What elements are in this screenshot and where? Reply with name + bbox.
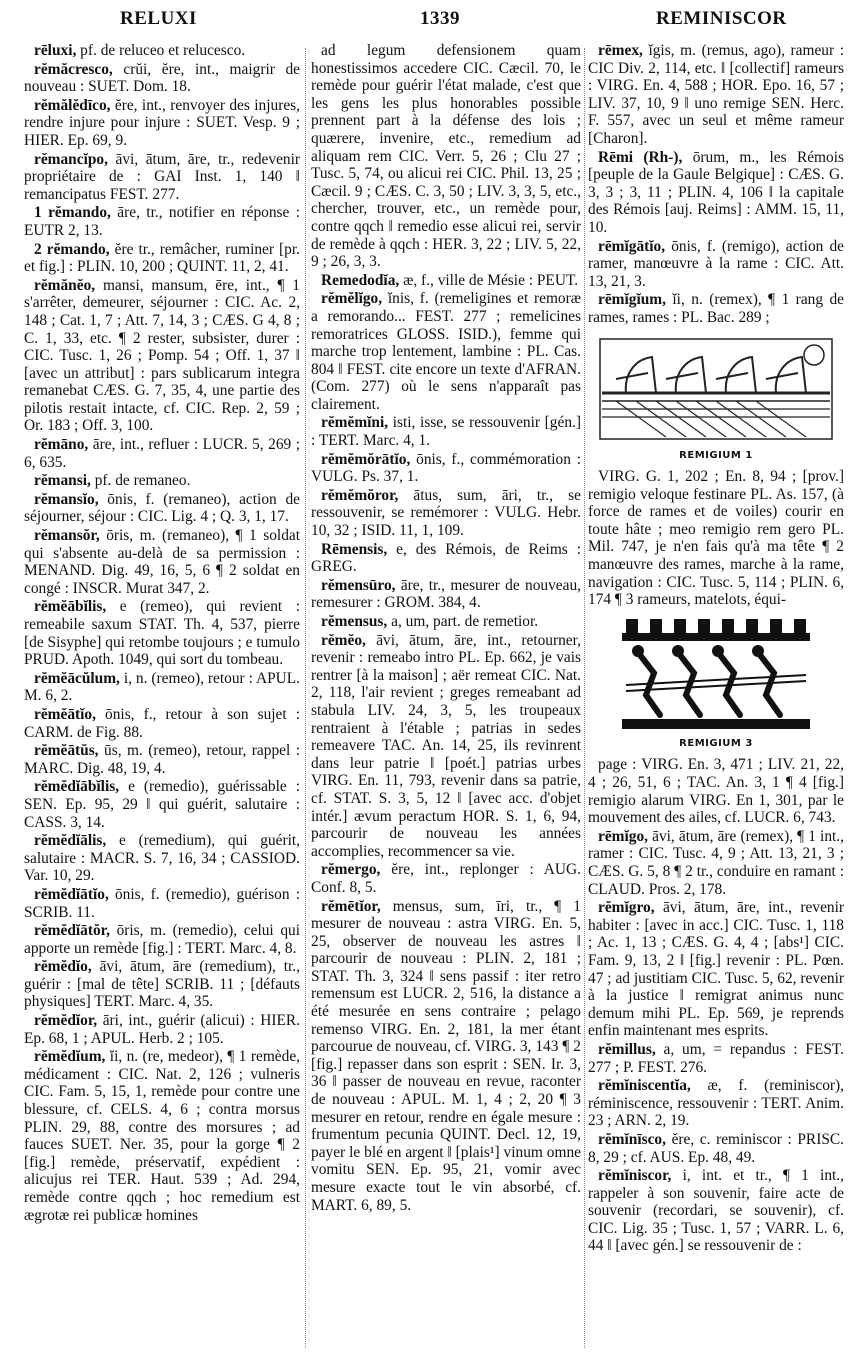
dictionary-entry (311, 487, 581, 540)
entry-text: ĕre, int., renvoyer des injures, rendre injure pour injure : SUET. Vesp. 9 ; HIER. Ep. 69, 9. (24, 96, 300, 149)
dictionary-entry (311, 42, 581, 271)
entry-headword: rĕmĕdĭor, (34, 1012, 98, 1030)
column-1 (24, 42, 300, 1354)
entry-text: ĕre, int., replonger : AUG. Conf. 8, 5. (311, 861, 581, 896)
entry-text: āvi, ātum, āre (remex), ¶ 1 int., ramer : CIC. Tusc. 4, 9 ; Att. 13, 21, 3 ; CÆS. G. 5, 8 ¶ 2 tr., conduire en ramant : CLAUD. Pros. 2, 178. (588, 827, 844, 898)
entry-headword: rĕmĭniscor, (598, 1167, 672, 1185)
entry-headword: rĕmĕābĭlis, (34, 598, 107, 616)
entry-headword: Remedodĭa, (321, 271, 400, 289)
dictionary-entry (588, 1041, 844, 1076)
entry-text: āvi, ātum, āre, tr., redevenir propriétaire de : GAI Inst. 1, 140 ‖ remancipatus FEST. 277. (24, 150, 300, 203)
entry-text: pf. de remaneo. (90, 472, 191, 490)
entry-text: e (remedium), qui guérit, salutaire : MACR. S. 7, 16, 34 ; CASSIOD. Var. 10, 29. (24, 832, 300, 885)
rowers-relief-illustration (616, 615, 816, 733)
entry-text: ōnis, f. (remigo), action de ramer, manœuvre à la rame : CIC. Att. 13, 21, 3. (588, 237, 844, 290)
entry-text: āvi, ātum, āre, int., revenir habiter : [avec in acc.] CIC. Tusc. 1, 118 ; Ac. 1, 13 ; CÆS. G. 4, 4 ; [abs¹] CIC. Fam. 9, 13, 2 ‖ [fig.] revenir : PL. Pœn. 47 ; ad justitiam CIC. Tusc. 5, 62, revenir à la justice ‖ remigrat animus nunc demum mihi PL. Ep. 569, je reprends enfin maintenant mes esprits. (588, 899, 844, 1040)
entry-headword: rĕmĕdĭābĭlis, (34, 778, 120, 796)
entry-text: ōnis, f., commémoration : VULG. Ps. 37, 1. (311, 450, 581, 486)
entry-headword: rēmĭgĭum, (598, 291, 666, 309)
entry-text: i, n. (remeo), retour : APUL. M. 6, 2. (24, 669, 300, 705)
dictionary-entry (24, 42, 300, 60)
entry-text: ōnis, f. (remedio), guérison : SCRIB. 11. (24, 885, 300, 921)
column-divider (305, 48, 307, 1348)
entry-headword: rĕmāno, (34, 436, 89, 454)
entry-headword: rĕmĕlĭgo, (321, 290, 383, 308)
dictionary-entry (24, 1048, 300, 1224)
figure-remigium-3 (588, 615, 844, 753)
entry-headword: rĕmĕācŭlum, (34, 669, 120, 687)
dictionary-entry (24, 241, 300, 276)
dictionary-entry (588, 1167, 844, 1255)
entry-text: a, um, = repandus : FEST. 277 ; P. FEST. 276. (588, 1040, 844, 1076)
dictionary-entry (311, 414, 581, 449)
entry-headword: rĕmĭnīsco, (598, 1130, 666, 1148)
dictionary-entry (24, 832, 300, 885)
entry-headword: rĕmĕdĭātŏr, (34, 922, 110, 940)
entry-headword: rĕmensūro, (321, 576, 396, 594)
dictionary-entry (24, 778, 300, 831)
entry-headword: rĕmăcresco, (34, 60, 113, 78)
entry-headword: rĕmĕmŏror, (321, 486, 399, 504)
column-divider (584, 48, 586, 1348)
left-running-head: RELUXI (120, 8, 197, 29)
entry-text: ōris, m. (remaneo), ¶ 1 soldat qui s'absente au-delà de sa permission : MENAND. Dig. 49, 16, 5, 6 ¶ 2 soldat en congé : INSCR. Murat 347, 2. (24, 527, 300, 597)
entry-headword: rĕmĕdĭo, (34, 958, 92, 976)
entry-headword: rĕmansi, (34, 472, 91, 490)
entry-headword: rĕmētĭor, (321, 897, 381, 915)
dictionary-entry (24, 922, 300, 957)
entry-text: ōris, m. (remedio), celui qui apporte un remède [fig.] : TERT. Marc. 4, 8. (24, 922, 300, 957)
entry-headword: rēmĭgātĭo, (598, 237, 666, 255)
dictionary-entry (24, 706, 300, 741)
entry-text: e, des Rémois, de Reims : GREG. (311, 540, 581, 576)
entry-headword: rĕmălĕdīco, (34, 96, 111, 114)
entry-text: page : VIRG. En. 3, 471 ; LIV. 21, 22, 4 ; 26, 51, 6 ; TAC. An. 3, 1 ¶ 4 [fig.] remigio alarum VIRG. En 1, 301, par le mouvement des ailes, cf. LUCR. 6, 743. (588, 756, 844, 827)
entry-text: a, um, part. de remetior. (387, 613, 539, 630)
dictionary-entry (588, 899, 844, 1040)
entry-headword: rēluxi, (34, 42, 77, 59)
entry-headword: rĕmansĭo, (34, 490, 99, 508)
figure-caption: REMIGIUM 3 (679, 737, 753, 749)
entry-headword: rĕmănĕo, (34, 276, 96, 294)
dictionary-entry (311, 861, 581, 896)
entry-headword: rĕmĕātŭs, (34, 742, 99, 760)
entry-text: e (remedio), guérissable : SEN. Ep. 95, 29 ‖ qui guérit, salutaire : CASS. 3, 14. (24, 778, 300, 831)
dictionary-entry (311, 541, 581, 576)
entry-text: ūs, m. (remeo), retour, rappel : MARC. Dig. 48, 19, 4. (24, 742, 300, 777)
entry-text: āri, int., guérir (alicui) : HIER. Ep. 68, 1 ; APUL. Herb. 2 ; 105. (24, 1012, 300, 1047)
dictionary-entry (311, 290, 581, 413)
entry-headword: rĕmensus, (321, 613, 388, 630)
dictionary-entry (588, 238, 844, 291)
dictionary-entry (311, 898, 581, 1215)
dictionary-entry (24, 886, 300, 921)
dictionary-entry (24, 527, 300, 597)
dictionary-entry (588, 291, 844, 326)
entry-text: pf. de reluceo et relucesco. (76, 42, 246, 59)
entry-headword: rĕmĕātĭo, (34, 705, 96, 723)
dictionary-entry (311, 613, 581, 631)
entry-headword: rĕmĕo, (321, 631, 366, 649)
entry-text: ĭi, n. (remex), ¶ 1 rang de rames, rames : PL. Bac. 289 ; (588, 291, 844, 326)
entry-headword: rĕmĕdĭum, (34, 1048, 106, 1066)
dictionary-entry (24, 151, 300, 204)
dictionary-entry (24, 491, 300, 526)
entry-headword: rĕmansŏr, (34, 527, 100, 545)
dictionary-entry (588, 149, 844, 237)
entry-headword: rēmĭgo, (598, 827, 648, 845)
dictionary-entry (588, 1131, 844, 1166)
entry-text: āre, tr., mesurer de nouveau, remesurer : GROM. 384, 4. (311, 576, 581, 612)
dictionary-entry (24, 1012, 300, 1047)
dictionary-entry (311, 451, 581, 486)
column-3 (588, 42, 844, 1354)
entry-text: VIRG. G. 1, 202 ; En. 8, 94 ; [prov.] remigio veloque festinare PL. As. 157, (à force de rames et de voiles) courir en toute hâte ; meo remigio rem gero PL. Mil. 747, je n'en fais qu'à ma tête ¶ 2 manœuvre des rames, marche à la rame, navigation : CIC. Tusc. 5, 114 ; PLIN. 6, 174 ¶ 3 rameurs, matelots, équi- (588, 468, 844, 609)
page-number: 1339 (420, 8, 460, 29)
entry-headword: rĕmĕdĭātĭo, (34, 885, 109, 903)
entry-text: āvi, ātum, āre (remedium), tr., guérir : [mal de tête] SCRIB. 11 ; [défauts physiques] TERT. Marc. 4, 35. (24, 958, 300, 1011)
entry-headword: rĕmĭgro, (598, 899, 655, 917)
entry-headword: 1 rĕmando, (34, 204, 111, 222)
dictionary-entry (24, 472, 300, 490)
entry-text: crŭi, ĕre, int., maigrir de nouveau : SUET. Dom. 18. (24, 60, 300, 96)
entry-headword: 2 rĕmando, (34, 240, 110, 258)
entry-headword: rĕmĭniscentĭa, (598, 1077, 691, 1095)
column-2 (311, 42, 581, 1354)
entry-headword: rĕmĕdĭālis, (34, 832, 107, 850)
entry-text: ĕre tr., remâcher, ruminer [pr. et fig.] : PLIN. 10, 200 ; QUINT. 11, 2, 41. (24, 240, 300, 276)
entry-text: mansi, mansum, ēre, int., ¶ 1 s'arrêter, demeurer, séjourner : CIC. Ac. 2, 148 ; Cat. 1, 7 ; Att. 7, 14, 3 ; CÆS. G 4, 8 ; C. 1, 33, etc. ¶ 2 rester, subsister, durer : CIC. Tusc. 1, 26 ; Pomp. 54 ; Off. 1, 37 ‖ [avec un attribut] : pars sublicarum integra remanebat CÆS. G. 7, 35, 4, une partie des pilotis restait intacte, cf. CIC. Rep. 2, 59 ; Or. 183 ; Off. 3, 100. (24, 276, 300, 435)
entry-headword: rēmex, (598, 42, 643, 59)
dictionary-entry (311, 577, 581, 612)
entry-text: ōrum, m., les Rémois [peuple de la Gaule Belgique] : CÆS. G. 3, 3 ; 3, 11 ; PLIN. 4, 106 ‖ la capitale des Rémois [auj. Reims] : AMM. 15, 11, 10. (588, 148, 844, 236)
entry-text: āre, tr., notifier en réponse : EUTR 2, 13. (24, 204, 300, 239)
entry-text: æ, f., ville de Mésie : PEUT. (399, 271, 579, 289)
figure-caption: REMIGIUM 1 (679, 449, 753, 461)
entry-headword: rĕmĕmŏrātĭo, (321, 450, 411, 468)
entry-text: ĕre, c. reminiscor : PRISC. 8, 29 ; cf. AUS. Ep. 48, 49. (588, 1130, 844, 1166)
dictionary-entry (311, 632, 581, 861)
entry-text: ātus, sum, āri, tr., se ressouvenir, se remémorer : VULG. Hebr. 10, 32 ; ISID. 11, 1, 109. (311, 486, 581, 540)
entry-headword: Rēmensis, (321, 540, 388, 558)
entry-text: e (remeo), qui revient : remeabile saxum STAT. Th. 4, 537, pierre [de Sisyphe] qui retombe toujours ; e tumulo PRUD. Apoth. 1049, qui sort du tombeau. (24, 598, 300, 669)
dictionary-entry (24, 958, 300, 1011)
dictionary-entry (24, 97, 300, 150)
entry-text: æ, f. (reminiscor), réminiscence, ressouvenir : TERT. Anim. 23 ; ARN. 2, 19. (588, 1077, 844, 1130)
galley-rowers-illustration (596, 333, 836, 445)
entry-headword: rĕmancĭpo, (34, 150, 108, 168)
entry-text: i, int. et tr., ¶ 1 int., rappeler à son souvenir, faire acte de souvenir (recordari, se souvenir), cf. CIC. Lig. 35 ; Tusc. 1, 57 ; VARR. L. 6, 44 ‖ [avec gén.] se ressouvenir de : (588, 1167, 844, 1255)
dictionary-entry (24, 742, 300, 777)
dictionary-entry (24, 436, 300, 471)
dictionary-entry (311, 272, 581, 290)
dictionary-entry (588, 42, 844, 148)
entry-headword: rĕmergo, (321, 861, 381, 879)
dictionary-entry (24, 61, 300, 96)
figure-remigium-1 (588, 333, 844, 465)
entry-headword: Rēmi (Rh-), (598, 148, 683, 166)
entry-text: mensus, sum, īri, tr., ¶ 1 mesurer de nouveau : astra VIRG. En. 5, 25, observer de nouveau les astres ‖ parcourir de nouveau : PLIN. 2, 181 ; STAT. Th. 3, 324 ‖ sens passif : iter retro remensum est LUCR. 2, 516, la distance a été mesurée en sens contraire ; pelago remenso VIRG. En. 2, 181, la mer étant parcourue de nouveau, cf. VIRG. 3, 143 ¶ 2 [fig.] repasser dans son esprit : SEN. Ir. 3, 36 ‖ passer de nouveau en revue, raconter de nouveau : APUL. M. 1, 4 ; 2, 20 ¶ 3 mesurer en retour, rendre en égale mesure : frumentum pecunia QUINT. Decl. 12, 19, payer le blé en argent ‖ [plais¹] vinum omne vomitu SEN. Ep. 95, 21, vomir avec mesure exacte tout le vin absorbé, cf. MART. 6, 89, 5. (311, 897, 581, 1214)
entry-text: ōnis, f. (remaneo), action de séjourner, séjour : CIC. Lig. 4 ; Q. 3, 1, 17. (24, 490, 300, 526)
entry-text: āvi, ātum, āre, int., retourner, revenir : remeabo intro PL. Ep. 662, je vais rentrer [à la maison] ; aër remeat CIC. Nat. 2, 118, l'air revient ; greges remeabant ad stabula LIV. 24, 3, 5, les troupeaux rentraient à l'étable ; patrias in sedes remeavere TAC. An. 14, 25, ils revinrent dans leur patrie ‖ [poét.] patrias urbes VIRG. En. 11, 793, revenir dans sa patrie, cf. STAT. S. 3, 5, 12 ‖ [avec acc. d'objet intér.] ævum peractum HOR. S. 1, 6, 94, parcourir de nouveau les années accomplies, recommencer sa vie. (311, 631, 581, 860)
entry-text: ĭgis, m. (remus, ago), rameur : CIC Div. 2, 114, etc. ‖ [collectif] rameurs : VIRG. En. 4, 588 ; HOR. Epo. 16, 57 ; LIV. 37, 10, 9 ‖ uno remige SEN. Herc. F. 557, avec un seul et même rameur [Charon]. (588, 42, 844, 147)
right-running-head: REMINISCOR (656, 8, 787, 29)
entry-text: ad legum defensionem quam honestissimos accedere CIC. Cæcil. 70, le remède pour guérir l'état malade, c'est que les gens les plus honorables possible prennent part à la défense des lois ; quærere, invenire, etc., remedium ad aliquam rem CIC. Verr. 5, 26 ; Clu 27 ; Tusc. 5, 74, ou alicui rei CIC. Phil. 13, 25 ; Cæcil. 9 ; CÆS. C. 3, 50 ; LIV. 3, 3, 5, etc., chercher, trouver, etc., un remède pour, contre qqch ‖ remedio esse alicui rei, servir de remède à qqch : HER. 3, 22 ; LIV. 5, 22, 9 ; 26, 3, 3. (311, 42, 581, 271)
dictionary-entry (588, 756, 844, 826)
entry-text: ōnis, f., retour à son sujet : CARM. de Fig. 88. (24, 705, 300, 741)
dictionary-entry (588, 1077, 844, 1130)
entry-text: āre, int., refluer : LUCR. 5, 269 ; 6, 635. (24, 436, 300, 471)
dictionary-entry (588, 468, 844, 609)
dictionary-entry (24, 598, 300, 668)
page-header (0, 8, 867, 36)
dictionary-entry (24, 204, 300, 239)
entry-text: ĭnis, f. (remeligines et remoræ a remorando... FEST. 277 ; remelicines remoratrices GLOSS. ISID.), femme qui marche trop lentement, lambine : PL. Cas. 804 ‖ FEST. cite encore un texte d'AFRAN. (Com. 277) où le sens n'apparaît pas clairement. (311, 290, 581, 413)
dictionary-entry (24, 277, 300, 435)
entry-text: ĭi, n. (re, medeor), ¶ 1 remède, médicament : CIC. Nat. 2, 126 ; vulneris CIC. Fam. 5, 15, 1, remède pour contre une blessure, cf. CELS. 4, 6 ; contra morsus PLIN. 29, 88, contre des morsures ; ad fauces SUET. Ner. 35, pour la gorge ¶ 2 [fig.] remède, préservatif, expédient : alicujus rei TER. Haut. 539 ; Ad. 294, remède contre qqch ; hoc remedium est ægrotæ rei publicæ homines (24, 1048, 300, 1224)
dictionary-entry (24, 670, 300, 705)
entry-headword: rĕmĕmĭni, (321, 414, 389, 432)
entry-headword: rĕmillus, (598, 1040, 656, 1058)
dictionary-entry (588, 828, 844, 898)
entry-text: isti, isse, se ressouvenir [gén.] : TERT. Marc. 4, 1. (311, 414, 581, 450)
